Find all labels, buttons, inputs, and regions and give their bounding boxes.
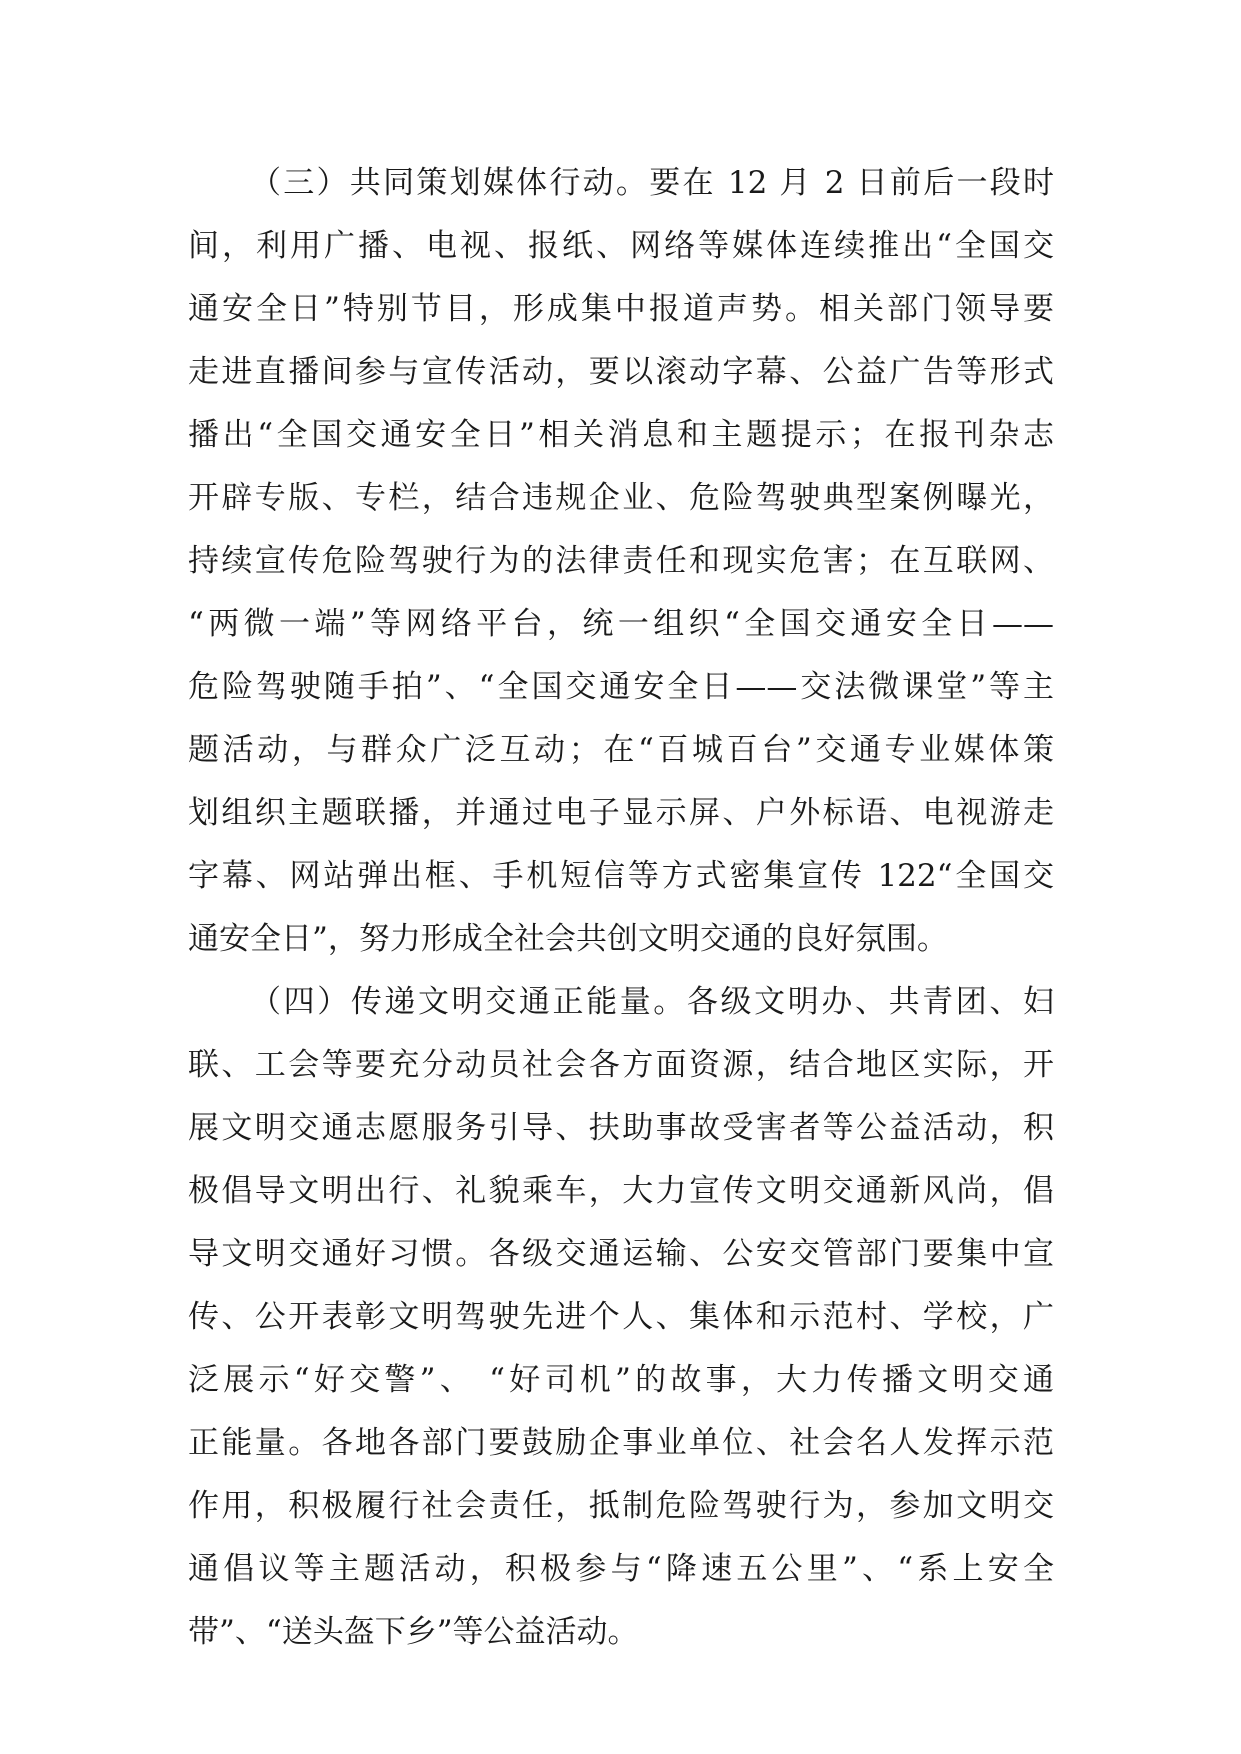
paragraph-line: 极倡导文明出行、礼貌乘车，大力宣传文明交通新风尚，倡: [188, 1173, 1054, 1209]
paragraph-line: “两微一端”等网络平台，统一组织“全国交通安全日——: [188, 606, 1054, 642]
paragraph-line: 开辟专版、专栏，结合违规企业、危险驾驶典型案例曝光，: [188, 480, 1054, 516]
paragraph-line: （三）共同策划媒体行动。要在 12 月 2 日前后一段时: [250, 165, 1054, 201]
paragraph-line: 持续宣传危险驾驶行为的法律责任和现实危害；在互联网、: [188, 543, 1054, 579]
paragraph-line: 通倡议等主题活动，积极参与“降速五公里”、“系上安全: [188, 1551, 1054, 1587]
paragraph-line: 通安全日”，努力形成全社会共创文明交通的良好氛围。: [188, 921, 948, 957]
paragraph-line: 字幕、网站弹出框、手机短信等方式密集宣传 122“全国交: [188, 858, 1054, 894]
paragraph-line: 带”、“送头盔下乡”等公益活动。: [188, 1614, 639, 1650]
paragraph-line: 展文明交通志愿服务引导、扶助事故受害者等公益活动，积: [188, 1110, 1054, 1146]
paragraph-line: 通安全日”特别节目，形成集中报道声势。相关部门领导要: [188, 291, 1054, 327]
paragraph-civilized-traffic: [188, 971, 1054, 1664]
paragraph-media-action: [188, 152, 1054, 971]
paragraph-line: 传、公开表彰文明驾驶先进个人、集体和示范村、学校，广: [188, 1299, 1054, 1335]
paragraph-line: 走进直播间参与宣传活动，要以滚动字幕、公益广告等形式: [188, 354, 1054, 390]
paragraph-line: 播出“全国交通安全日”相关消息和主题提示；在报刊杂志: [188, 417, 1054, 453]
paragraph-line: 联、工会等要充分动员社会各方面资源，结合地区实际，开: [188, 1047, 1054, 1083]
paragraph-line: 间，利用广播、电视、报纸、网络等媒体连续推出“全国交: [188, 228, 1054, 264]
document-body: [188, 152, 1054, 1664]
paragraph-line: 导文明交通好习惯。各级交通运输、公安交管部门要集中宣: [188, 1236, 1054, 1272]
paragraph-line: 题活动，与群众广泛互动；在“百城百台”交通专业媒体策: [188, 732, 1054, 768]
paragraph-line: 作用，积极履行社会责任，抵制危险驾驶行为，参加文明交: [188, 1488, 1054, 1524]
paragraph-line: 正能量。各地各部门要鼓励企事业单位、社会名人发挥示范: [188, 1425, 1054, 1461]
paragraph-line: 泛展示“好交警”、 “好司机”的故事，大力传播文明交通: [188, 1362, 1054, 1398]
paragraph-line: （四）传递文明交通正能量。各级文明办、共青团、妇: [250, 984, 1054, 1020]
paragraph-line: 危险驾驶随手拍”、“全国交通安全日——交法微课堂”等主: [188, 669, 1054, 705]
paragraph-line: 划组织主题联播，并通过电子显示屏、户外标语、电视游走: [188, 795, 1054, 831]
